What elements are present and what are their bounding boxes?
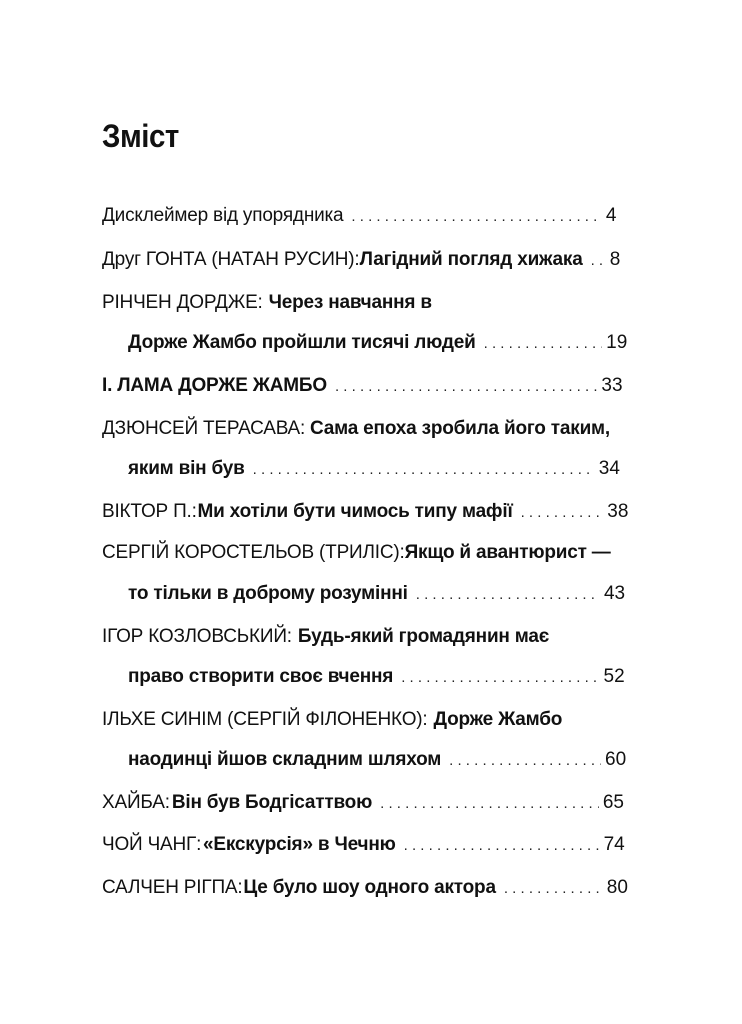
toc-entry-author: САЛЧЕН РІГПА:: [102, 877, 243, 898]
toc-page-number: 65: [602, 792, 624, 813]
dot-leader: [591, 248, 606, 274]
dot-leader: [416, 582, 600, 608]
toc-entry-author: СЕРГІЙ КОРОСТЕЛЬОВ (ТРИЛІС):: [102, 542, 405, 563]
toc-entry-author: ДЗЮНСЕЙ ТЕРАСАВА:: [102, 418, 306, 439]
toc-entry-title: наодинці йшов складним шляхом: [128, 749, 442, 770]
toc-entry-text: Дисклеймер від упорядника: [102, 205, 344, 226]
toc-page-number: 80: [606, 877, 628, 898]
toc-entry: [102, 203, 617, 229]
toc-entry: [102, 290, 610, 316]
toc-entry-author: ІГОР КОЗЛОВСЬКИЙ:: [102, 626, 292, 647]
dot-leader: [521, 500, 604, 526]
toc-entry-title: право створити своє вчення: [128, 666, 394, 687]
toc-entry-title: яким він був: [128, 458, 245, 479]
toc-entry-author: ХАЙБА:: [102, 792, 170, 813]
toc-entry-author: Друг ГОНТА (НАТАН РУСИН):: [102, 249, 360, 270]
dot-leader: [504, 876, 603, 902]
toc-entry: [102, 416, 610, 442]
toc-entry-title: Дорже Жамбо пройшли тисячі людей: [128, 332, 476, 353]
toc-section-entry: [102, 373, 623, 399]
toc-entry-author: ІЛЬХЕ СИНІМ (СЕРГІЙ ФІЛОНЕНКО):: [102, 709, 428, 730]
toc-entry-continuation: [128, 747, 627, 773]
toc-entry-continuation: [128, 330, 628, 356]
toc-entry-title: Через навчання в: [268, 292, 432, 313]
toc-page-number: 52: [603, 666, 625, 687]
toc-entry-title: Дорже Жамбо: [433, 709, 563, 730]
dot-leader: [335, 374, 597, 400]
dot-leader: [253, 457, 595, 483]
toc-page-number: 38: [607, 501, 629, 522]
toc-entry-continuation: [128, 581, 626, 607]
toc-entry-author: ВІКТОР П.:: [102, 501, 197, 522]
toc-entry-title: Сама епоха зробила його таким,: [310, 418, 610, 439]
dot-leader: [351, 204, 601, 230]
toc-page-number: 34: [598, 458, 620, 479]
toc-page-number: 74: [603, 834, 625, 855]
toc-entry-author: ЧОЙ ЧАНГ:: [102, 834, 202, 855]
toc-entry-title: Ми хотіли бути чимось типу мафії: [197, 501, 513, 522]
toc-entry-title: Він був Бодгісаттвою: [171, 792, 373, 813]
toc-page-number: 4: [605, 205, 617, 226]
dot-leader: [401, 665, 599, 691]
toc-entry-title: Будь-який громадянин має: [297, 626, 550, 647]
toc-page-number: 43: [603, 583, 626, 604]
dot-leader: [449, 748, 601, 774]
toc-entry-title: Це було шоу одного актора: [243, 877, 496, 898]
toc-entry: [102, 247, 621, 273]
toc-page-number: 19: [606, 332, 628, 353]
toc-entry: [102, 832, 625, 858]
page-title: Зміст: [102, 118, 179, 154]
toc-entry: [102, 499, 629, 525]
dot-leader: [380, 791, 599, 817]
toc-entry: [102, 540, 610, 566]
toc-entry-title: то тільки в доброму розумінні: [128, 583, 408, 604]
dot-leader: [404, 833, 600, 859]
toc-entry: [102, 875, 628, 901]
toc-entry-author: РІНЧЕН ДОРДЖЕ:: [102, 292, 263, 313]
toc-section-title: I. ЛАМА ДОРЖЕ ЖАМБО: [102, 375, 327, 396]
toc-entry-title: Лагідний погляд хижака: [359, 249, 583, 270]
toc-page-number: 33: [601, 375, 623, 396]
toc-entry: [102, 790, 624, 816]
toc-entry-title: «Екскурсія» в Чечню: [203, 834, 396, 855]
toc-entry: [102, 707, 610, 733]
toc-page-number: 60: [605, 749, 627, 770]
toc-entry: [102, 624, 610, 650]
toc-entry-continuation: [128, 664, 625, 690]
dot-leader: [484, 331, 603, 357]
toc-entry-title: Якщо й авантюрист —: [404, 542, 611, 563]
toc-entry-continuation: [128, 456, 620, 482]
